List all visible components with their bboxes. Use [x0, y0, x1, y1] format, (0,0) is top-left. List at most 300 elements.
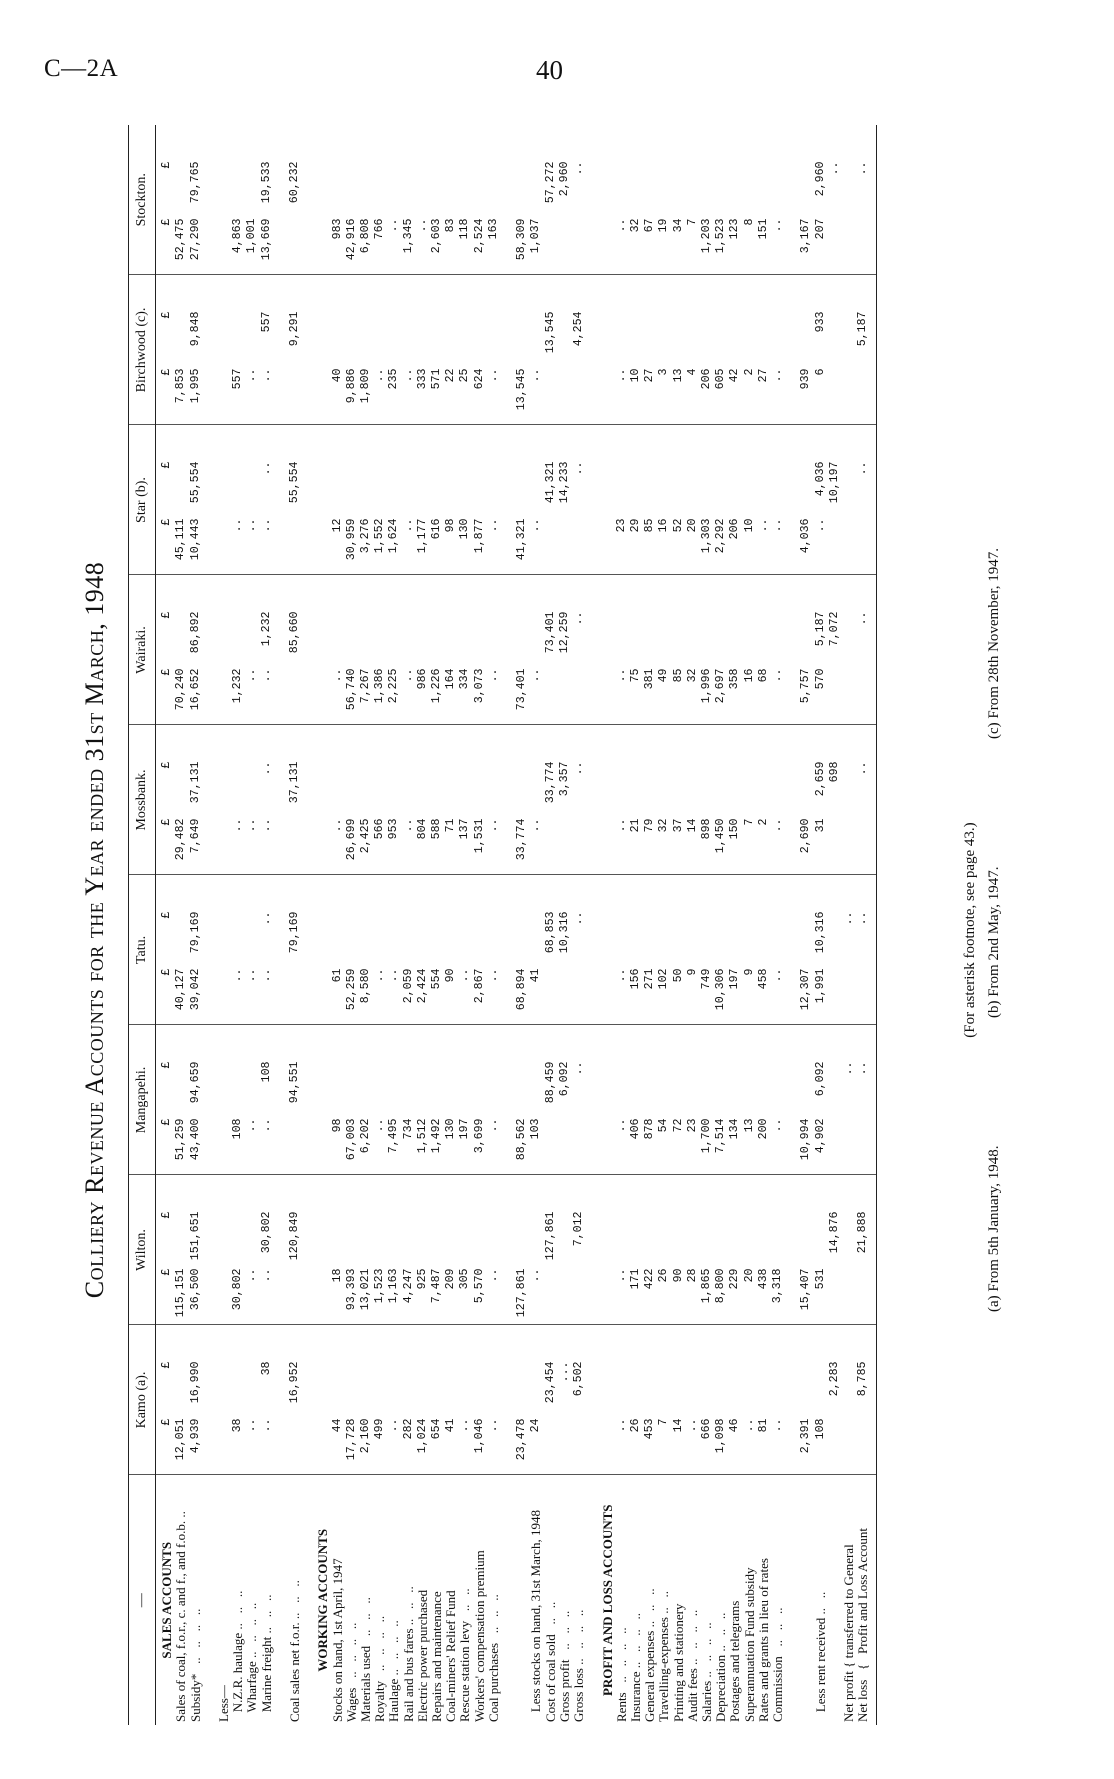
table-row — [458, 1329, 472, 1472]
table-row — [473, 128, 487, 272]
value-inner: 4,863 — [231, 218, 245, 254]
value-inner: 5,570 — [472, 1268, 486, 1304]
table-row — [814, 1029, 828, 1172]
row-label: Subsidy* .. .. .. .. — [187, 1608, 203, 1722]
table-row — [515, 1179, 529, 1322]
value-inner: 20 — [742, 1268, 756, 1283]
value-inner: 453 — [643, 1418, 657, 1440]
row-label — [799, 1479, 813, 1723]
value-inner: .. — [387, 1418, 401, 1433]
table-row — [672, 128, 686, 272]
value-inner: 570 — [813, 668, 827, 690]
table-row — [629, 279, 643, 422]
value-inner: 72 — [671, 1118, 685, 1133]
table-row — [544, 1029, 558, 1172]
table-row — [544, 1179, 558, 1322]
asterisk-footnote: (For asterisk footnote, see page 43.) — [962, 822, 978, 1038]
table-row — [160, 128, 174, 272]
value-inner: 1,226 — [430, 668, 444, 704]
table-row — [345, 429, 359, 572]
table-row — [615, 1329, 629, 1472]
table-row — [771, 1179, 785, 1322]
value-outer: .. — [259, 461, 273, 476]
table-row — [672, 429, 686, 572]
value-inner: 14 — [671, 1418, 685, 1433]
table-row — [345, 1179, 359, 1322]
table-row — [274, 429, 288, 572]
value-inner: 333 — [415, 368, 429, 390]
value-inner: .. — [231, 518, 245, 533]
table-row — [842, 429, 856, 572]
value-inner: 3,073 — [472, 668, 486, 704]
table-row — [487, 729, 501, 872]
value-outer: 9,848 — [188, 311, 202, 347]
value-inner: 58,309 — [515, 218, 529, 261]
table-row — [757, 1029, 771, 1172]
value-inner: 163 — [486, 218, 500, 240]
value-inner: 1,531 — [472, 818, 486, 854]
table-row — [359, 1029, 373, 1172]
table-row — [245, 579, 259, 722]
table-row — [316, 429, 330, 572]
value-outer: 30,802 — [259, 1211, 273, 1254]
table-row — [217, 429, 231, 572]
column-footnotes — [986, 125, 1003, 1735]
column-values — [156, 875, 877, 1025]
row-label: Coal purchases .. .. .. — [485, 1594, 501, 1722]
table-row — [387, 429, 401, 572]
footnote-a: (a) From 5th January, 1948. — [986, 1145, 1002, 1313]
table-row — [203, 128, 217, 272]
table-row — [814, 1329, 828, 1472]
table-row — [785, 1029, 799, 1172]
row-label: Rail and bus fares .. .. .. — [400, 1586, 416, 1722]
table-row — [714, 879, 728, 1022]
value-inner: 358 — [728, 668, 742, 690]
value-inner: 1,203 — [699, 218, 713, 254]
value-inner: 156 — [628, 968, 642, 990]
table-row — [586, 729, 600, 872]
value-outer: .. — [259, 911, 273, 926]
row-label — [586, 1479, 600, 1723]
table-row — [174, 429, 188, 572]
value-inner: 1,809 — [359, 368, 373, 404]
table-row — [416, 1329, 430, 1472]
table-row — [416, 729, 430, 872]
table-row — [856, 729, 870, 872]
value-inner: 2,424 — [415, 968, 429, 1004]
table-row — [416, 579, 430, 722]
value-outer: 698 — [827, 761, 841, 783]
table-row — [231, 1179, 245, 1322]
value-outer: 10,316 — [557, 911, 571, 954]
row-label: WORKING ACCOUNTS — [315, 1528, 331, 1672]
value-inner: .. — [259, 668, 273, 683]
table-row — [828, 879, 842, 1022]
value-outer: 33,774 — [543, 761, 557, 804]
table-row — [515, 279, 529, 422]
value-inner: 2,391 — [799, 1418, 813, 1454]
table-row — [402, 729, 416, 872]
table-row — [458, 1029, 472, 1172]
value-inner: 14 — [685, 818, 699, 833]
row-label: Gross profit .. .. .. — [556, 1610, 572, 1722]
value-outer: 3,357 — [557, 761, 571, 797]
table-row — [416, 279, 430, 422]
value-inner: 7 — [742, 818, 756, 826]
value-inner: 68 — [756, 668, 770, 683]
row-label: Postages and telegrams — [727, 1600, 743, 1722]
table-row — [558, 128, 572, 272]
value-inner: 44 — [330, 1418, 344, 1433]
table-row — [345, 279, 359, 422]
value-inner: 28 — [685, 1268, 699, 1283]
value-inner: 130 — [458, 518, 472, 540]
table-row — [416, 1179, 430, 1322]
value-inner: 43,400 — [188, 1118, 202, 1161]
table-row — [814, 729, 828, 872]
table-row — [473, 879, 487, 1022]
row-label — [302, 1479, 316, 1723]
value-inner: .. — [614, 1418, 628, 1433]
value-inner: 41,321 — [515, 518, 529, 561]
value-inner: 571 — [430, 368, 444, 390]
value-inner: 102 — [657, 968, 671, 990]
table-row — [515, 729, 529, 872]
table-row — [217, 1329, 231, 1472]
value-inner: 39,042 — [188, 968, 202, 1011]
value-inner: .. — [614, 968, 628, 983]
value-outer: .. — [572, 1061, 586, 1076]
table-row — [160, 1329, 174, 1472]
value-inner: 70,240 — [174, 668, 188, 711]
table-row — [316, 1179, 330, 1322]
table-row — [458, 879, 472, 1022]
table-row — [657, 429, 671, 572]
table-row — [842, 879, 856, 1022]
colliery-revenue-table — [128, 125, 877, 1725]
value-inner: 1,177 — [415, 518, 429, 554]
table-row — [387, 1029, 401, 1172]
value-outer: 19,533 — [259, 161, 273, 204]
value-inner: 235 — [387, 368, 401, 390]
table-row — [529, 1029, 543, 1172]
table-row — [487, 279, 501, 422]
column-values — [156, 725, 877, 875]
table-row — [487, 1029, 501, 1172]
table-row — [544, 579, 558, 722]
table-row — [515, 1029, 529, 1172]
table-row — [458, 729, 472, 872]
table-row — [331, 1329, 345, 1472]
table-row — [771, 279, 785, 422]
row-label: Gross loss .. .. .. .. — [571, 1609, 587, 1722]
value-inner: 20 — [685, 518, 699, 533]
table-row — [402, 1029, 416, 1172]
value-inner: £ — [160, 668, 174, 676]
value-inner: 40,127 — [174, 968, 188, 1011]
row-label: Stocks on hand, 1st April, 1947 — [329, 1558, 345, 1722]
value-inner: 9 — [685, 968, 699, 976]
table-row — [743, 579, 757, 722]
value-inner: £ — [160, 1268, 174, 1276]
table-row — [515, 429, 529, 572]
table-row — [828, 579, 842, 722]
table-row — [572, 128, 586, 272]
value-inner: .. — [614, 368, 628, 383]
row-label — [274, 1479, 288, 1723]
row-label: Coal sales net f.o.r. .. .. .. — [287, 1580, 303, 1722]
value-inner: 206 — [699, 368, 713, 390]
table-row — [189, 1029, 203, 1172]
table-row — [615, 1029, 629, 1172]
table-row — [785, 1179, 799, 1322]
table-row — [487, 579, 501, 722]
value-inner: 40 — [330, 368, 344, 383]
value-inner: .. — [373, 968, 387, 983]
table-row — [260, 1029, 274, 1172]
table-row — [785, 279, 799, 422]
table-row — [203, 279, 217, 422]
table-row — [274, 279, 288, 422]
value-inner: .. — [245, 1118, 259, 1133]
value-inner: 616 — [430, 518, 444, 540]
table-row — [700, 579, 714, 722]
value-inner: 749 — [699, 968, 713, 990]
value-outer: 12,259 — [557, 611, 571, 654]
table-row — [373, 1029, 387, 1172]
table-row — [686, 128, 700, 272]
value-outer: 5,187 — [813, 611, 827, 647]
table-row — [529, 1179, 543, 1322]
table-row — [174, 128, 188, 272]
value-inner: 7,267 — [359, 668, 373, 704]
table-row — [757, 279, 771, 422]
value-inner: 3,318 — [770, 1268, 784, 1304]
value-inner: 9 — [742, 968, 756, 976]
table-row — [245, 1179, 259, 1322]
table-row — [501, 729, 515, 872]
table-row — [203, 579, 217, 722]
row-label: Materials used .. .. .. — [358, 1597, 374, 1722]
table-row — [856, 279, 870, 422]
value-inner: .. — [259, 968, 273, 983]
table-row — [544, 128, 558, 272]
value-inner: .. — [245, 368, 259, 383]
table-row — [231, 729, 245, 872]
value-inner: 108 — [813, 1418, 827, 1440]
value-inner: 1,624 — [387, 518, 401, 554]
table-row — [700, 429, 714, 572]
table-row — [274, 729, 288, 872]
value-inner: 2,059 — [401, 968, 415, 1004]
table-row — [260, 1179, 274, 1322]
value-inner: 23 — [685, 1118, 699, 1133]
table-row — [544, 879, 558, 1022]
table-row — [416, 879, 430, 1022]
table-row — [515, 128, 529, 272]
table-row — [615, 579, 629, 722]
table-row — [529, 879, 543, 1022]
value-outer: .. — [572, 161, 586, 176]
value-inner: 1,877 — [472, 518, 486, 554]
value-inner: 206 — [728, 518, 742, 540]
value-inner: 1,345 — [401, 218, 415, 254]
row-label — [828, 1479, 842, 1723]
table-row — [529, 579, 543, 722]
table-row — [331, 1179, 345, 1322]
table-row — [402, 1329, 416, 1472]
value-inner: 16,652 — [188, 668, 202, 711]
table-row — [856, 1179, 870, 1322]
table-row — [302, 1179, 316, 1322]
value-inner: £ — [160, 818, 174, 826]
value-inner: .. — [401, 668, 415, 683]
value-inner: 90 — [671, 1268, 685, 1283]
value-inner: 1,991 — [813, 968, 827, 1004]
column-header: Stockton. — [129, 125, 156, 275]
value-inner: 29,482 — [174, 818, 188, 861]
table-row — [814, 579, 828, 722]
value-inner: 986 — [415, 668, 429, 690]
value-inner: 898 — [699, 818, 713, 840]
table-row — [260, 279, 274, 422]
table-row — [288, 429, 302, 572]
value-inner: 42 — [728, 368, 742, 383]
table-row — [458, 1179, 472, 1322]
table-row — [316, 879, 330, 1022]
table-row — [160, 1029, 174, 1172]
table-row — [359, 279, 373, 422]
value-inner: 1,700 — [699, 1118, 713, 1154]
column-values — [156, 575, 877, 725]
table-row — [302, 128, 316, 272]
value-outer: 16,990 — [188, 1361, 202, 1404]
table-row — [316, 729, 330, 872]
table-row — [501, 579, 515, 722]
table-row — [586, 579, 600, 722]
value-outer: 57,272 — [543, 161, 557, 204]
footnote-b: (b) From 2nd May, 1947. — [986, 866, 1002, 1019]
table-row — [245, 279, 259, 422]
value-inner: 766 — [373, 218, 387, 240]
value-inner: 499 — [373, 1418, 387, 1440]
table-row — [160, 579, 174, 722]
table-row — [189, 579, 203, 722]
value-outer: £ — [160, 161, 174, 169]
value-outer: 85,660 — [288, 611, 302, 654]
table-row — [416, 429, 430, 572]
row-label: Coal-miners' Relief Fund — [443, 1590, 459, 1722]
table-row — [714, 429, 728, 572]
table-row — [288, 879, 302, 1022]
table-row — [189, 429, 203, 572]
table-row — [189, 1329, 203, 1472]
table-row — [615, 429, 629, 572]
table-row — [643, 1329, 657, 1472]
value-inner: 16 — [657, 518, 671, 533]
value-inner: 271 — [643, 968, 657, 990]
table-row — [544, 429, 558, 572]
value-inner: 2,690 — [799, 818, 813, 854]
table-row — [231, 1029, 245, 1172]
value-outer: .. — [827, 161, 841, 176]
value-inner: 34 — [671, 218, 685, 233]
value-inner: 531 — [813, 1268, 827, 1290]
value-outer: £ — [160, 911, 174, 919]
value-outer: .. — [856, 911, 870, 926]
value-inner: 52,475 — [174, 218, 188, 261]
table-row — [288, 579, 302, 722]
value-inner: .. — [373, 1118, 387, 1133]
value-inner: £ — [160, 1418, 174, 1426]
value-inner: 26 — [657, 1268, 671, 1283]
value-inner: 3,699 — [472, 1118, 486, 1154]
table-row — [643, 128, 657, 272]
value-inner: 137 — [458, 818, 472, 840]
table-row — [728, 579, 742, 722]
table-row — [714, 1329, 728, 1472]
row-label: Salaries .. .. .. .. — [698, 1622, 714, 1722]
value-inner: 81 — [756, 1418, 770, 1433]
value-inner: 15,407 — [799, 1268, 813, 1311]
table-row — [260, 1329, 274, 1472]
value-outer: 1,232 — [259, 611, 273, 647]
table-row — [686, 879, 700, 1022]
table-row — [856, 429, 870, 572]
value-inner: 7 — [685, 218, 699, 226]
row-label — [785, 1479, 799, 1723]
value-inner: 171 — [628, 1268, 642, 1290]
table-row — [288, 1329, 302, 1472]
value-outer: 38 — [259, 1361, 273, 1376]
value-inner: .. — [614, 818, 628, 833]
table-row — [814, 429, 828, 572]
value-inner: £ — [160, 1118, 174, 1126]
value-inner: 1,024 — [415, 1418, 429, 1454]
table-row — [359, 879, 373, 1022]
table-row — [203, 1329, 217, 1472]
value-outer: .. — [841, 1061, 855, 1076]
table-row — [316, 579, 330, 722]
table-row — [672, 729, 686, 872]
column-header: Star (b). — [129, 425, 156, 575]
value-inner: 10,443 — [188, 518, 202, 561]
table-row — [714, 279, 728, 422]
table-row — [728, 1179, 742, 1322]
value-inner: 23 — [614, 518, 628, 533]
value-outer: .. — [572, 761, 586, 776]
value-inner: 123 — [728, 218, 742, 240]
row-label: Net loss { Profit and Loss Account — [855, 1527, 871, 1722]
value-outer: 2,960 — [557, 161, 571, 197]
value-inner: 36,500 — [188, 1268, 202, 1311]
value-inner: 98 — [330, 1118, 344, 1133]
column-values — [156, 1175, 877, 1325]
table-row — [657, 1179, 671, 1322]
table-row — [160, 279, 174, 422]
value-outer: 5,187 — [856, 311, 870, 347]
value-inner: 6 — [813, 368, 827, 376]
value-outer: 8,785 — [856, 1361, 870, 1397]
table-row — [572, 879, 586, 1022]
table-row — [402, 128, 416, 272]
value-inner: 10 — [628, 368, 642, 383]
table-row — [785, 579, 799, 722]
table-row — [615, 729, 629, 872]
table-row — [771, 729, 785, 872]
blank-header: — — [129, 1475, 156, 1725]
